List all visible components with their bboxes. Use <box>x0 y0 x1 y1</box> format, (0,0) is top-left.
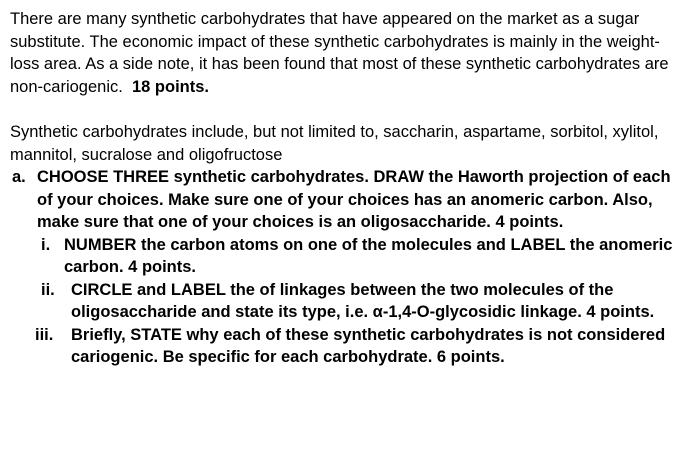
question-a <box>10 166 682 234</box>
examples-text: Synthetic carbohydrates include, but not limited to, saccharin, aspartame, sorbitol, xylitol, mannitol, sucralose and oligofructose <box>10 123 659 164</box>
question-a-marker: a. <box>12 168 26 186</box>
question-a-text: CHOOSE THREE synthetic carbohydrates. DRAW the Haworth projection of each of your choices. Make sure one of your choices has an anomeric carbon. Also, make sure that one of your choices is an oligosaccharide. 4 points. <box>37 168 671 231</box>
question-a-iii-text: Briefly, STATE why each of these synthetic carbohydrates is not considered cariogenic. Be specific for each carbohydrate. 6 points. <box>71 325 666 366</box>
question-a-iii <box>10 324 682 369</box>
question-a-ii-marker: ii. <box>41 280 55 299</box>
intro-text: There are many synthetic carbohydrates that have appeared on the market as a sugar substitute. The economic impact of these synthetic carbohydrates is mainly in the weight-loss area. As a side note, it has been found that most of these synthetic carbohydrates are non-cariogenic. <box>10 10 669 96</box>
document-page <box>10 8 682 369</box>
intro-points: 18 points. <box>132 77 210 96</box>
intro-paragraph <box>10 8 682 98</box>
question-a-i-marker: i. <box>41 235 51 254</box>
question-a-iii-marker: iii. <box>35 325 54 344</box>
question-a-ii-text: CIRCLE and LABEL the of linkages between the two molecules of the oligosaccharide and state its type, i.e. α-1,4-O-glycosidic linkage. 4 points. <box>71 280 655 321</box>
question-a-i <box>10 234 682 279</box>
paragraph-spacer <box>10 98 682 121</box>
question-a-i-text: NUMBER the carbon atoms on one of the molecules and LABEL the anomeric carbon. 4 points. <box>64 235 673 276</box>
examples-paragraph <box>10 121 682 166</box>
question-a-ii <box>10 279 682 324</box>
